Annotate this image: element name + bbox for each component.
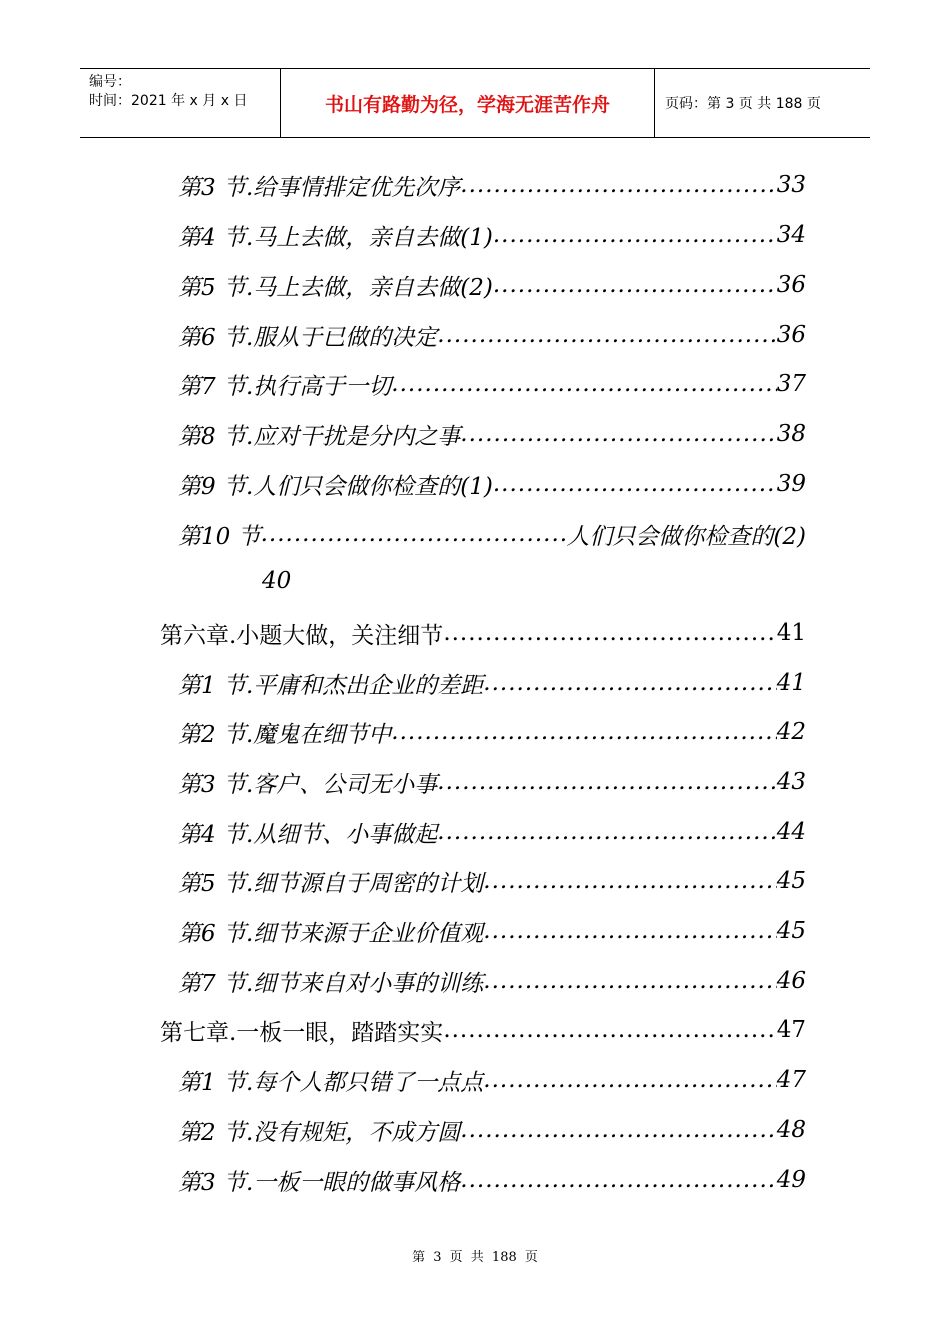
toc-entry[interactable] xyxy=(178,1060,806,1100)
document-header xyxy=(80,68,870,138)
toc-leader xyxy=(437,769,776,795)
toc-entry[interactable] xyxy=(178,1160,806,1200)
toc-trailing-title: 人们只会做你检查的(2) xyxy=(566,523,806,550)
toc-entry[interactable] xyxy=(178,1110,806,1150)
toc-leader xyxy=(460,172,776,198)
page-footer: 第 3 页 共 188 页 xyxy=(412,1250,538,1265)
toc-leader xyxy=(483,968,776,994)
toc-page: 43 xyxy=(776,769,806,795)
toc-leader xyxy=(437,322,776,348)
toc-entry[interactable] xyxy=(178,961,806,1001)
header-page-info: 页码：第 3 页 共 188 页 xyxy=(665,96,821,112)
toc-leader xyxy=(493,222,777,248)
toc-entry[interactable] xyxy=(178,911,806,951)
toc-leader xyxy=(261,521,567,547)
time-label: 时间：2021 年 x 月 x 日 xyxy=(89,93,248,109)
toc-leader xyxy=(443,1017,776,1043)
toc-title: 第3 节.给事情排定优先次序 xyxy=(178,174,461,201)
toc-title: 第7 节.执行高于一切 xyxy=(178,373,392,400)
toc-page: 37 xyxy=(776,371,806,397)
toc-page: 33 xyxy=(776,172,806,198)
toc-page: 48 xyxy=(776,1117,806,1143)
toc-chapter-entry[interactable] xyxy=(160,613,806,653)
toc-title: 第5 节.马上去做，亲自去做(2) xyxy=(178,274,493,301)
toc-leader xyxy=(437,819,776,845)
toc-leader xyxy=(483,918,776,944)
toc-entry[interactable] xyxy=(178,265,806,305)
toc-entry[interactable] xyxy=(178,215,806,255)
toc-page: 46 xyxy=(776,968,806,994)
toc-title: 第8 节.应对干扰是分内之事 xyxy=(178,423,461,450)
toc-leader xyxy=(493,272,777,298)
toc-title: 第3 节.一板一眼的做事风格 xyxy=(178,1169,461,1196)
toc-page: 45 xyxy=(776,918,806,944)
number-label: 编号： xyxy=(89,74,131,90)
toc-entry[interactable] xyxy=(178,812,806,852)
toc-title: 第3 节.客户、公司无小事 xyxy=(178,771,438,798)
toc-page: 47 xyxy=(776,1017,806,1043)
toc-leader xyxy=(460,1167,776,1193)
toc-page: 45 xyxy=(776,868,806,894)
toc-page: 40 xyxy=(262,568,292,594)
toc-page: 34 xyxy=(776,222,806,248)
toc-title: 第1 节.每个人都只错了一点点 xyxy=(178,1069,484,1096)
toc-title: 第6 节.服从于已做的决定 xyxy=(178,324,438,351)
toc-leader xyxy=(493,471,777,497)
toc-page: 36 xyxy=(776,322,806,348)
toc-title: 第2 节.没有规矩，不成方圆 xyxy=(178,1119,461,1146)
toc-page: 44 xyxy=(776,819,806,845)
toc-leader xyxy=(483,670,776,696)
toc-page: 41 xyxy=(776,670,806,696)
toc-title: 第六章.小题大做，关注细节 xyxy=(160,622,444,649)
toc-title: 第七章.一板一眼，踏踏实实 xyxy=(160,1019,444,1046)
header-meta xyxy=(80,69,281,137)
toc-title: 第4 节.马上去做，亲自去做(1) xyxy=(178,224,493,251)
toc-title: 第1 节.平庸和杰出企业的差距 xyxy=(178,672,484,699)
toc-title: 第9 节.人们只会做你检查的(1) xyxy=(178,473,493,500)
toc-leader xyxy=(460,421,776,447)
toc-page: 47 xyxy=(776,1067,806,1093)
toc-title: 第2 节.魔鬼在细节中 xyxy=(178,721,392,748)
toc-page: 49 xyxy=(776,1167,806,1193)
toc-leader xyxy=(391,719,776,745)
toc-page: 36 xyxy=(776,272,806,298)
toc-title: 第4 节.从细节、小事做起 xyxy=(178,821,438,848)
toc-entry[interactable] xyxy=(178,663,806,703)
toc-leader xyxy=(391,371,776,397)
toc-title: 第10 节 xyxy=(178,523,261,550)
toc-entry[interactable] xyxy=(178,414,806,454)
toc-title: 第6 节.细节来源于企业价值观 xyxy=(178,920,484,947)
toc-entry[interactable] xyxy=(178,364,806,404)
toc-leader xyxy=(483,1067,776,1093)
toc-leader xyxy=(443,620,776,646)
toc-entry[interactable] xyxy=(178,514,806,554)
toc-page: 41 xyxy=(776,620,806,646)
toc-page: 42 xyxy=(776,719,806,745)
toc-entry[interactable] xyxy=(178,315,806,355)
toc-leader xyxy=(460,1117,776,1143)
toc-page: 38 xyxy=(776,421,806,447)
header-motto: 书山有路勤为径，学海无涯苦作舟 xyxy=(281,69,655,137)
toc-chapter-entry[interactable] xyxy=(160,1010,806,1050)
toc-entry[interactable] xyxy=(178,762,806,802)
toc-page: 39 xyxy=(776,471,806,497)
toc-entry[interactable] xyxy=(178,165,806,205)
toc-entry[interactable] xyxy=(178,464,806,504)
toc-entry[interactable] xyxy=(178,712,806,752)
toc-title: 第7 节.细节来自对小事的训练 xyxy=(178,970,484,997)
toc-title: 第5 节.细节源自于周密的计划 xyxy=(178,870,484,897)
toc-leader xyxy=(483,868,776,894)
toc-entry[interactable] xyxy=(178,861,806,901)
